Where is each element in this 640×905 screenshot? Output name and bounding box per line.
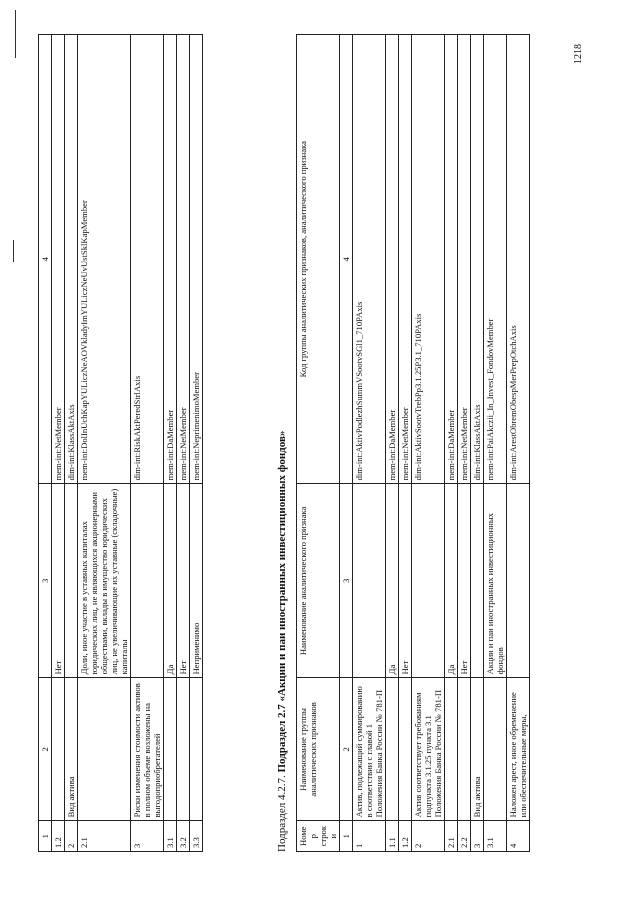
attribute-code: mem-int:DaMember [164,35,177,484]
table-row [412,35,445,852]
attribute-code: mem-int:PaiAkczii_In_Invest_FondovMember [484,35,507,484]
section-title: Подраздел 2.7 «Акции и паи иностранных инвестиционных фондов» [276,430,288,773]
attribute-code: dim-int:KlassAktAxis [471,35,484,484]
attribute-name: Акции и паи иностранных инвестиционных фондов [484,484,507,678]
table-header-row [297,35,340,852]
table-row [164,35,177,852]
group-name [399,678,412,821]
attribute-name [131,484,164,678]
attribute-code: dim-int:AktivPodlezhSummVSootvSGl1_710PAxis [353,35,386,484]
table-row [190,35,203,852]
row-number: 1.2 [52,821,65,852]
table-row [52,35,65,852]
attribute-name [353,484,386,678]
attribute-code: mem-int:NetMember [399,35,412,484]
attribute-name: Нет [177,484,190,678]
group-name [484,678,507,821]
attribute-code: mem-int:NeprimenimoMember [190,35,203,484]
row-number: 2.1 [78,821,131,852]
table-row [177,35,190,852]
attribute-name: Доли, иное участие в уставных капиталах юридических лиц, не являющихся акционерными обществами, вклады в имущество юридических лиц, не увеличивающие их уставные (складочные) капиталы [78,484,131,678]
page-number: 1218 [573,44,584,64]
table-body [353,35,530,852]
table-row [399,35,412,852]
group-name: Актив соответствует требованиям подпункта 3.1.25 пункта 3.1 Положения Банка России № 781-П [412,678,445,821]
attribute-code: mem-int:DaMember [445,35,458,484]
table-section-2-7 [296,34,530,852]
scan-mark-middle [13,240,14,262]
attribute-code: mem-int:NetMember [52,35,65,484]
rotated-page [38,2,586,862]
row-number: 3 [131,821,164,852]
attribute-name [507,484,530,678]
attribute-code: mem-int:NetMember [177,35,190,484]
row-number: 2.2 [458,821,471,852]
attribute-name: Нет [399,484,412,678]
row-number: 2 [65,821,78,852]
group-name [177,678,190,821]
attribute-name: Да [164,484,177,678]
group-name [445,678,458,821]
row-number: 3 [471,821,484,852]
table-row [445,35,458,852]
group-name [458,678,471,821]
table-row [78,35,131,852]
group-name: Вид актива [471,678,484,821]
attribute-name [65,484,78,678]
section-heading [276,52,288,852]
attribute-code: dim-int:AktivSootvTrebPp3.1.25P3.1_710PAxis [412,35,445,484]
row-number: 3.1 [484,821,507,852]
group-name: Наложен арест, иное обременение или обеспечительные меры, [507,678,530,821]
column-index: 1 [39,821,52,852]
row-number: 1.2 [399,821,412,852]
table-row [507,35,530,852]
column-index: 1 [340,821,353,852]
column-header: Наименование группы аналитических признаков [297,678,340,821]
table-row [471,35,484,852]
column-header: Код группы аналитических признаков, аналитического признака [297,35,340,484]
attribute-name: Да [386,484,399,678]
attribute-code: dim-int:KlassAktAxis [65,35,78,484]
table-header-row [39,35,52,852]
column-index: 2 [340,678,353,821]
group-name [78,678,131,821]
column-header: Номер строки [297,821,340,852]
table-row [458,35,471,852]
attribute-name [412,484,445,678]
group-name [386,678,399,821]
table-index-row [340,35,353,852]
attribute-code: mem-int:DolInUchKapYULiczNeAOVkladyImYULiczNeUvUstSklKapMember [78,35,131,484]
attribute-name: Да [445,484,458,678]
column-index: 4 [340,35,353,484]
group-name: Вид актива [65,678,78,821]
section-number: Подраздел 4.2.7. [276,775,288,852]
table-continued [38,34,203,852]
table-row [65,35,78,852]
column-index: 3 [340,484,353,678]
attribute-code: mem-int:NetMember [458,35,471,484]
group-name: Актив, подлежащий суммированию в соответствии с главой 1 Положения Банка России № 781-П [353,678,386,821]
column-header: Наименование аналитического признака [297,484,340,678]
row-number: 3.1 [164,821,177,852]
table-row [131,35,164,852]
attribute-name [471,484,484,678]
column-index: 3 [39,484,52,678]
row-number: 3.2 [177,821,190,852]
attribute-code: dim-int:ArestObremObespMerPrepOtchAxis [507,35,530,484]
scan-mark-top [15,10,16,58]
table-body [52,35,203,852]
row-number: 2 [412,821,445,852]
column-index: 4 [39,35,52,484]
row-number: 1.1 [386,821,399,852]
attribute-code: dim-int:RiskAktPeredStrlAxis [131,35,164,484]
attribute-name: Неприменимо [190,484,203,678]
attribute-code: mem-int:DaMember [386,35,399,484]
group-name [164,678,177,821]
attribute-name: Нет [458,484,471,678]
table-row [353,35,386,852]
table-row [484,35,507,852]
group-name [52,678,65,821]
group-name: Риски изменения стоимости активов в полном объеме возложены на выгодоприобретателей [131,678,164,821]
row-number: 1 [353,821,386,852]
column-index: 2 [39,678,52,821]
row-number: 3.3 [190,821,203,852]
group-name [190,678,203,821]
row-number: 4 [507,821,530,852]
row-number: 2.1 [445,821,458,852]
attribute-name: Нет [52,484,65,678]
table-row [386,35,399,852]
